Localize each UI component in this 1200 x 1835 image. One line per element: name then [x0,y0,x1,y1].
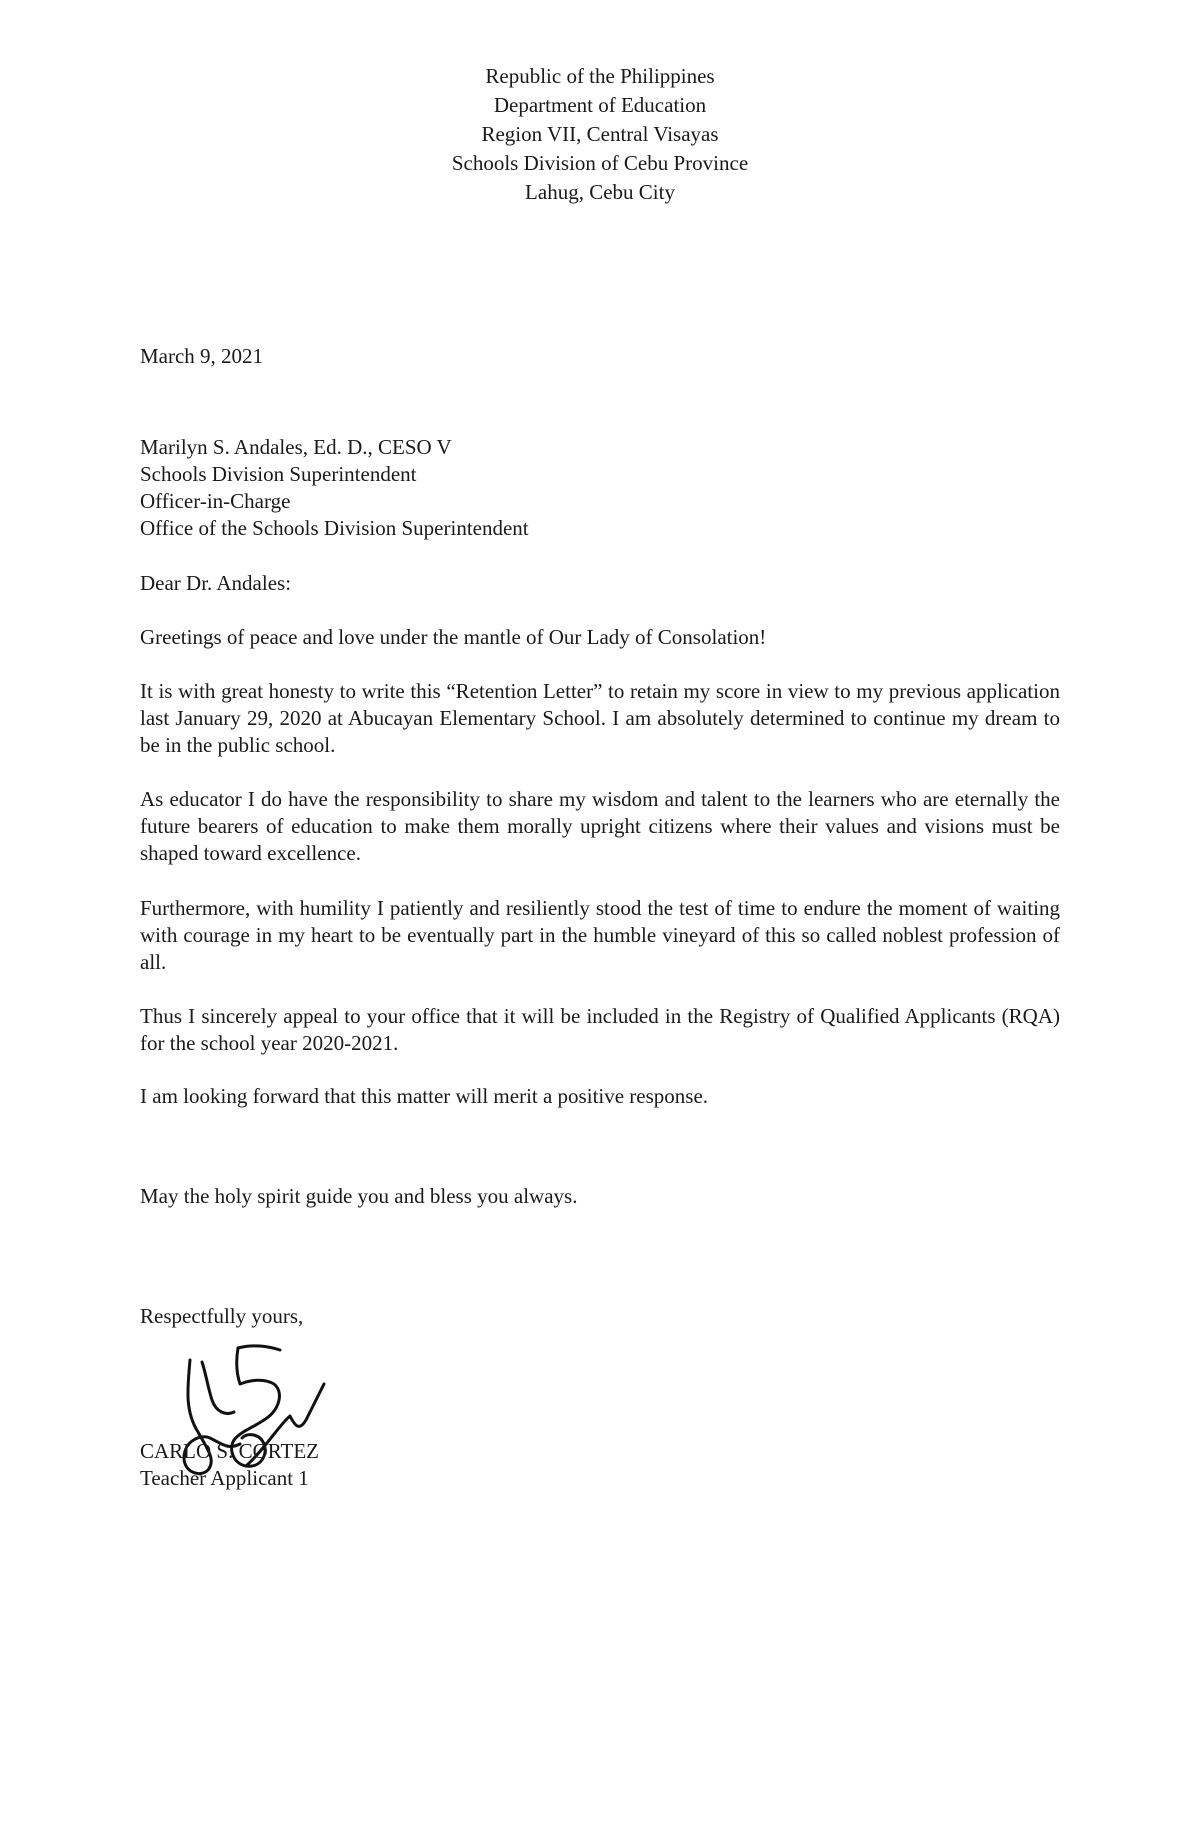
letter-date: March 9, 2021 [140,344,264,368]
recipient-role: Officer-in-Charge [140,489,291,513]
body-paragraph-2: As educator I do have the responsibility to share my wisdom and talent to the learners who are eternally the future bearers of education to make them morally upright citizens where their values and visions must be shaped toward excellence. [140,787,1060,865]
body-paragraph-5: I am looking forward that this matter will merit a positive response. [140,1084,709,1108]
recipient-block [140,434,1060,542]
letterhead-division: Schools Division of Cebu Province [451,151,749,175]
recipient-name: Marilyn S. Andales, Ed. D., CESO V [140,435,452,459]
letterhead-republic: Republic of the Philippines [485,64,715,88]
letterhead-address: Lahug, Cebu City [525,180,675,204]
letterhead-department: Department of Education [493,93,707,117]
body-paragraph-3: Furthermore, with humility I patiently and resiliently stood the test of time to endure the moment of waiting with courage in my heart to be eventually part in the humble vineyard of this so called noblest profession of all. [140,896,1060,974]
letterhead [0,62,1200,207]
signatory-name: CARLO S. CORTEZ [140,1439,320,1463]
recipient-title: Schools Division Superintendent [140,462,417,486]
signatory-position: Teacher Applicant 1 [140,1466,309,1490]
body-paragraph-1: It is with great honesty to write this “Retention Letter” to retain my score in view to my previous application last January 29, 2020 at Abucayan Elementary School. I am absolutely determined to continue my dream to be in the public school. [140,679,1060,757]
body-paragraph-4: Thus I sincerely appeal to your office that it will be included in the Registry of Qualified Applicants (RQA) for the school year 2020-2021. [140,1004,1060,1055]
recipient-office: Office of the Schools Division Superintendent [140,516,529,540]
greeting-paragraph: Greetings of peace and love under the mantle of Our Lady of Consolation! [140,625,767,649]
letterhead-region: Region VII, Central Visayas [481,122,719,146]
signatory-block [140,1438,1060,1492]
complimentary-close: Respectfully yours, [140,1304,304,1328]
salutation: Dear Dr. Andales: [140,571,292,595]
body-paragraph-6: May the holy spirit guide you and bless you always. [140,1184,578,1208]
